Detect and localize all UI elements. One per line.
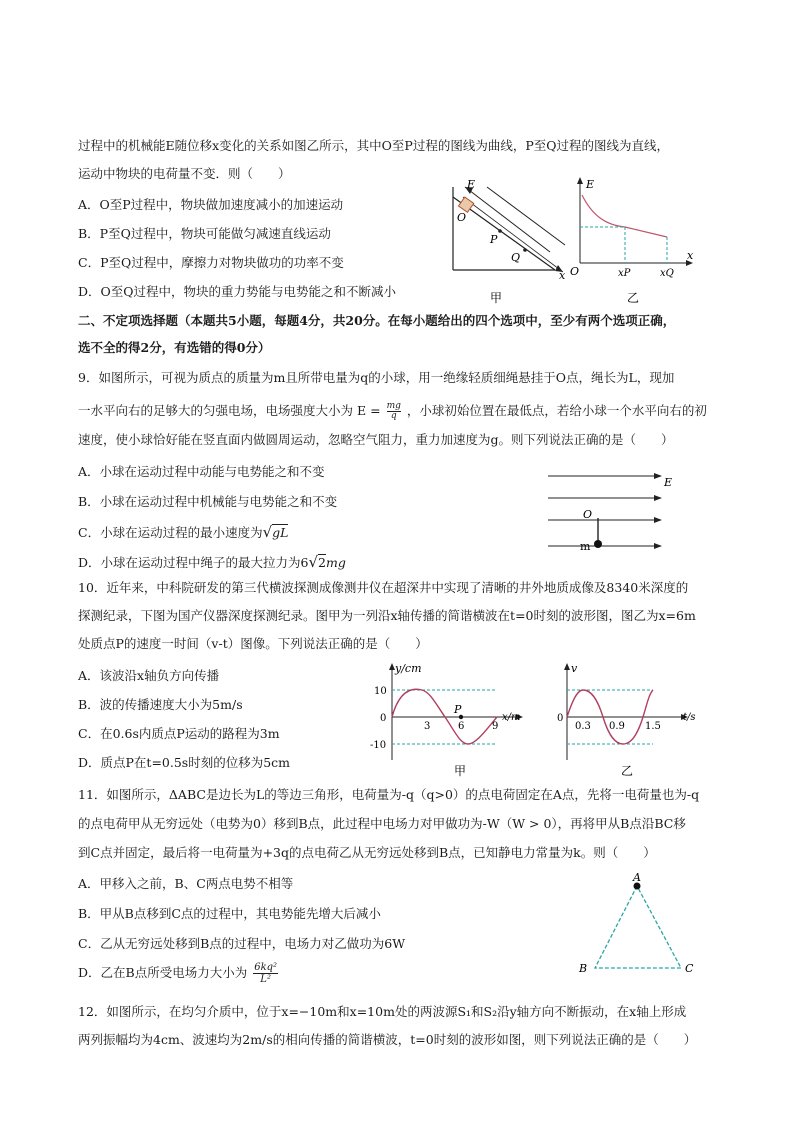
q10-stem-line1: 10．近年来，中科院研发的第三代横波探测成像测井仪在超深井中实现了清晰的井外地质成像及8340米深度的 xyxy=(78,580,689,595)
q10-yi-ylabel: v xyxy=(571,662,578,675)
q10-option-d: D．质点P在t=0.5s时刻的位移为5cm xyxy=(78,755,291,770)
q8-yi-label-xq: xQ xyxy=(660,268,674,279)
q10-yi-xtick-0-3: 0.3 xyxy=(575,721,591,732)
q9-option-d-radicand: 2 xyxy=(318,555,326,570)
q9-option-d xyxy=(78,554,346,571)
q10-jia-xtick-3: 3 xyxy=(424,721,431,732)
q8-jia-label-q: Q xyxy=(511,251,521,264)
q9-stem-line2-b: ，小球初始位置在最低点，若给小球一个水平向右的初 xyxy=(406,403,707,418)
q10-stem-line2: 探测纪录，下图为国产仪器深度探测纪录。图甲为一列沿x轴传播的简谐横波在t=0时刻的波形图，图乙为x=6m xyxy=(78,608,696,623)
q8-yi-label-o: O xyxy=(570,265,580,278)
q11-option-d-numerator: 6kq² xyxy=(254,962,278,973)
q10-option-c: C．在0.6s内质点P运动的路程为3m xyxy=(78,726,280,741)
q10-jia-ylabel: y/cm xyxy=(395,662,422,675)
q9-stem-line1: 9．如图所示，可视为质点的质量为m且所带电量为q的小球，用一绝缘轻质细绳悬挂于O点，绳长为L，现加 xyxy=(78,370,675,385)
q11-stem-line2: 的点电荷甲从无穷远处（电势为0）移到B点，此过程中电场力对甲做功为-W（W > 0），再将甲从B点沿BC移 xyxy=(78,816,686,831)
q9-fig-label-e: E xyxy=(664,476,673,489)
q9-fig-label-o: O xyxy=(583,508,593,521)
q8-jia-label-x: x xyxy=(559,269,566,282)
q10-jia-caption: 甲 xyxy=(454,764,467,778)
q9-sqrt-sign: √ xyxy=(262,523,273,541)
q11-fig-label-b: B xyxy=(579,962,588,975)
q10-figure-waveform xyxy=(362,660,532,780)
q10-yi-xtick-1-5: 1.5 xyxy=(645,721,661,732)
q11-option-d-text: D．乙在B点所受电场力大小为 xyxy=(78,965,248,980)
q9-option-d-coef: 6 xyxy=(300,555,309,570)
q10-figure-velocity-graph xyxy=(545,660,705,780)
q9-sqrt-sign-d: √ xyxy=(308,553,319,571)
q8-option-b: B．P至Q过程中，物块可能做匀减速直线运动 xyxy=(78,226,331,241)
q10-stem-line3: 处质点P的速度一时间（v-t）图像。下列说法正确的是（ ） xyxy=(78,636,428,651)
q12-stem-line1: 12．如图所示，在均匀介质中，位于x=−10m和x=10m处的两波源S₁和S₂沿y轴方向不断振动，在x轴上形成 xyxy=(78,1004,687,1019)
q9-option-a: A．小球在运动过程中动能与电势能之和不变 xyxy=(78,464,325,479)
q9-option-c-radicand: gL xyxy=(272,525,289,540)
q11-option-c: C．乙从无穷远处移到B点的过程中，电场力对乙做功为6W xyxy=(78,936,406,951)
q9-formula-fraction xyxy=(387,402,401,421)
q10-yi-xtick-0-9: 0.9 xyxy=(609,721,625,732)
q10-jia-xlabel: x/m xyxy=(502,712,521,723)
q11-option-d-denominator: L² xyxy=(260,974,271,985)
q8-jia-label-e: E xyxy=(467,178,476,191)
q8-figure-energy-graph xyxy=(570,175,700,310)
q8-yi-label-xp: xP xyxy=(618,268,631,279)
q8-yi-label-x: x xyxy=(687,249,694,262)
q10-jia-xtick-6: 6 xyxy=(458,721,465,732)
q9-stem-line3: 速度，使小球恰好能在竖直面内做圆周运动，忽略空气阻力，重力加速度为g。则下列说法正确的是（ ） xyxy=(78,432,674,447)
q11-stem-line3: 到C点并固定，最后将一电荷量为+3q的点电荷乙从无穷远处移到B点，已知静电力常量为k。则（ ） xyxy=(78,845,656,860)
q11-option-d-fraction xyxy=(253,962,278,985)
q9-stem-line2-a: 一水平向右的足够大的匀强电场，电场强度大小为 xyxy=(78,403,354,418)
q8-option-c: C．P至Q过程中，摩擦力对物块做功的功率不变 xyxy=(78,255,344,270)
q9-option-b: B．小球在运动过程中机械能与电势能之和不变 xyxy=(78,494,338,509)
q8-jia-caption: 甲 xyxy=(490,291,503,305)
q8-intro-line2: 运动中物块的电荷量不变．则（ ） xyxy=(78,166,291,181)
q9-option-c-text: C．小球在运动过程的最小速度为 xyxy=(78,525,263,540)
q8-jia-label-p: P xyxy=(490,233,498,246)
q11-option-d xyxy=(78,962,278,985)
q10-jia-ytick-10: 10 xyxy=(374,686,387,697)
q8-yi-label-e: E xyxy=(586,178,595,191)
q9-option-d-unit: mg xyxy=(326,555,346,570)
q11-option-a: A．甲移入之前，B、C两点电势不相等 xyxy=(78,876,294,891)
q10-yi-xtick-0: 0 xyxy=(557,713,564,724)
section2-heading-line1: 二、不定项选择题（本题共5小题，每题4分，共20分。在每小题给出的四个选项中，至少有两个选项正确， xyxy=(78,313,676,328)
q8-jia-label-o: O xyxy=(457,211,467,224)
q11-figure-triangle xyxy=(575,872,705,980)
q12-stem-line2: 两列振幅均为4cm、波速均为2m/s的相向传播的简谐横波，t=0时刻的波形如图，则下列说法正确的是（ ） xyxy=(78,1032,697,1047)
q8-option-d: D．O至Q过程中，物块的重力势能与电势能之和不断减小 xyxy=(78,284,397,299)
q11-fig-label-c: C xyxy=(685,962,694,975)
q10-option-a: A．该波沿x轴负方向传播 xyxy=(78,668,220,683)
q8-yi-caption: 乙 xyxy=(627,291,640,305)
q9-option-c xyxy=(78,524,288,541)
q8-figure-incline xyxy=(445,175,570,310)
section2-heading-line2: 选不全的得2分，有选错的得0分） xyxy=(78,340,271,355)
q10-jia-ytick-0: 0 xyxy=(380,713,387,724)
q8-intro-line1: 过程中的机械能E随位移x变化的关系如图乙所示，其中O至P过程的图线为曲线，P至Q过程的图线为直线， xyxy=(78,138,669,153)
q10-option-b: B．波的传播速度大小为5m/s xyxy=(78,697,243,712)
q9-stem-line2 xyxy=(78,402,707,421)
q9-formula-numerator: mg xyxy=(386,401,401,411)
q9-option-d-text: D．小球在运动过程中绳子的最大拉力为 xyxy=(78,555,301,570)
q11-stem-line1: 11．如图所示，ΔABC是边长为L的等边三角形，电荷量为-q（q>0）的点电荷固定在A点，先将一电荷量也为-q xyxy=(78,787,700,802)
q9-formula-denominator: q xyxy=(390,411,397,421)
q11-option-b: B．甲从B点移到C点的过程中，其电势能先增大后减小 xyxy=(78,906,381,921)
q9-fig-label-m: m xyxy=(580,540,591,553)
q10-yi-caption: 乙 xyxy=(621,764,634,778)
q11-fig-label-a: A xyxy=(633,872,641,884)
q10-jia-label-p: P xyxy=(454,703,462,716)
q9-formula-e: E = xyxy=(357,403,381,418)
q8-option-a: A．O至P过程中，物块做加速度减小的加速运动 xyxy=(78,197,344,212)
q10-yi-xlabel: t/s xyxy=(683,712,696,723)
q10-jia-xtick-9: 9 xyxy=(492,721,499,732)
q10-jia-ytick-neg10: -10 xyxy=(370,740,387,751)
q9-figure-field xyxy=(540,462,690,572)
